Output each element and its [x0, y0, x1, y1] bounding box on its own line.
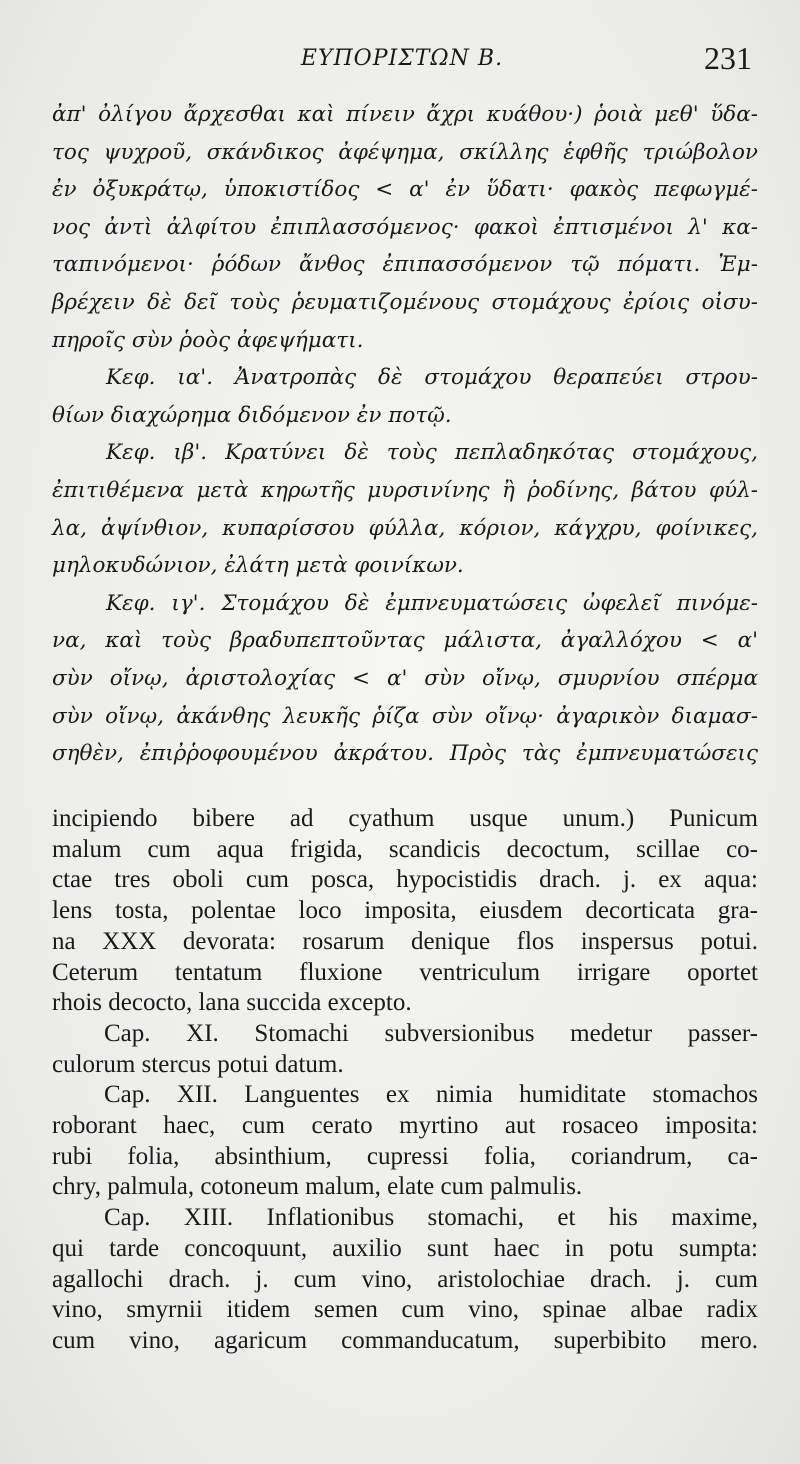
latin-line: cum vino, agaricum commanducatum, superbibito mero.	[52, 1326, 758, 1354]
greek-line: ταπινόμενοι· ῥόδων ἄνθος ἐπιπασσόμενον τῷ πόματι. Ἐμ-	[52, 252, 758, 278]
latin-line: na XXX devorata: rosarum denique flos inspersus potui.	[52, 927, 758, 955]
latin-line: roborant haec, cum cerato myrtino aut rosaceo imposita:	[52, 1112, 758, 1140]
greek-line: βρέχειν δὲ δεῖ τοὺς ῥευματιζομένους στομάχους ἐρίοις οἰσυ-	[52, 289, 758, 315]
greek-line: σὺν οἴνῳ, ἀκάνθης λευκῆς ῥίζα σὺν οἴνῳ· ἀγαρικὸν διαμασ-	[52, 703, 758, 729]
greek-line: λα, ἀψίνθιον, κυπαρίσσου φύλλα, κόριον, κάγχρυ, φοίνικες,	[52, 515, 758, 541]
latin-line: incipiendo bibere ad cyathum usque unum.) Punicum	[52, 805, 758, 832]
greek-line: πηροῖς σὺν ῥοὸς ἀφεψήματι.	[52, 327, 364, 353]
latin-line: culorum stercus potui datum.	[52, 1050, 344, 1078]
latin-line: chry, palmula, cotoneum malum, elate cum palmulis.	[52, 1173, 583, 1201]
greek-line: θίων διαχώρημα διδόμενον ἐν ποτῷ.	[52, 402, 452, 428]
greek-line: ἐπιτιθέμενα μετὰ κηρωτῆς μυρσινίνης ἢ ῥοδίνης, βάτου φύλ-	[52, 477, 758, 503]
greek-line: σὺν οἴνῳ, ἀριστολοχίας < α' σὺν οἴνῳ, σμυρνίου σπέρμα	[52, 665, 758, 691]
latin-line: agallochi drach. j. cum vino, aristolochiae drach. j. cum	[52, 1265, 758, 1293]
latin-line: malum cum aqua frigida, scandicis decoctum, scillae co-	[52, 835, 758, 863]
greek-line: μηλοκυδώνιον, ἐλάτη μετὰ φοινίκων.	[52, 553, 464, 579]
greek-line: τος ψυχροῦ, σκάνδικος ἀφέψημα, σκίλλης ἑφθῆς τριώβολον	[52, 139, 758, 165]
latin-line: qui tarde concoquunt, auxilio sunt haec in potu sumpta:	[52, 1234, 758, 1262]
latin-text-block	[52, 804, 758, 1357]
latin-line: vino, smyrnii itidem semen cum vino, spinae albae radix	[52, 1296, 758, 1324]
greek-line: σηθὲν, ἐπιῤῥοφουμένου ἀκράτου. Πρὸς τὰς ἐμπνευματώσεις	[52, 741, 758, 767]
greek-line: ἐν ὀξυκράτῳ, ὑποκιστίδος < α' ἐν ὕδατι· φακὸς πεφωγμέ-	[52, 177, 758, 203]
greek-line: να, καὶ τοὺς βραδυπεπτοῦντας μάλιστα, ἀγαλλόχου < α'	[52, 628, 758, 654]
greek-line: ἀπ' ὀλίγου ἄρχεσθαι καὶ πίνειν ἄχρι κυάθου·) ῥοιὰ μεθ' ὕδα-	[52, 102, 758, 127]
latin-chapter-12-heading-line: Cap. XII. Languentes ex nimia humiditate stomachos	[104, 1081, 758, 1109]
greek-chapter-13-heading-line: Κεφ. ιγ'. Στομάχου δὲ ἐμπνευματώσεις ὠφελεῖ πινόμε-	[106, 590, 758, 616]
latin-chapter-11-heading-line: Cap. XI. Stomachi subversionibus medetur passer-	[104, 1019, 758, 1047]
page-number: 231	[704, 40, 752, 76]
latin-line: Ceterum tentatum fluxione ventriculum irrigare oportet	[52, 958, 758, 986]
running-head	[52, 40, 752, 80]
greek-line: νος ἀντὶ ἀλφίτου ἐπιπλασσόμενος· φακοὶ ἐπτισμένοι λ' κα-	[52, 214, 758, 240]
latin-line: rhois decocto, lana succida excepto.	[52, 989, 412, 1017]
running-title: ΕΥΠΟΡΙΣΤΩΝ Β.	[300, 46, 504, 71]
latin-line: ctae tres oboli cum posca, hypocistidis drach. j. ex aqua:	[52, 866, 758, 894]
greek-chapter-12-heading-line: Κεφ. ιβ'. Κρατύνει δὲ τοὺς πεπλαδηκότας στομάχους,	[106, 440, 758, 466]
latin-line: rubi folia, absinthium, cupressi folia, coriandrum, ca-	[52, 1142, 758, 1170]
latin-line: lens tosta, polentae loco imposita, eiusdem decorticata gra-	[52, 897, 758, 925]
latin-chapter-13-heading-line: Cap. XIII. Inflationibus stomachi, et his maxime,	[104, 1204, 758, 1232]
greek-chapter-11-heading-line: Κεφ. ια'. Ἀνατροπὰς δὲ στομάχου θεραπεύει στρου-	[106, 365, 758, 391]
greek-text-block	[52, 96, 758, 773]
